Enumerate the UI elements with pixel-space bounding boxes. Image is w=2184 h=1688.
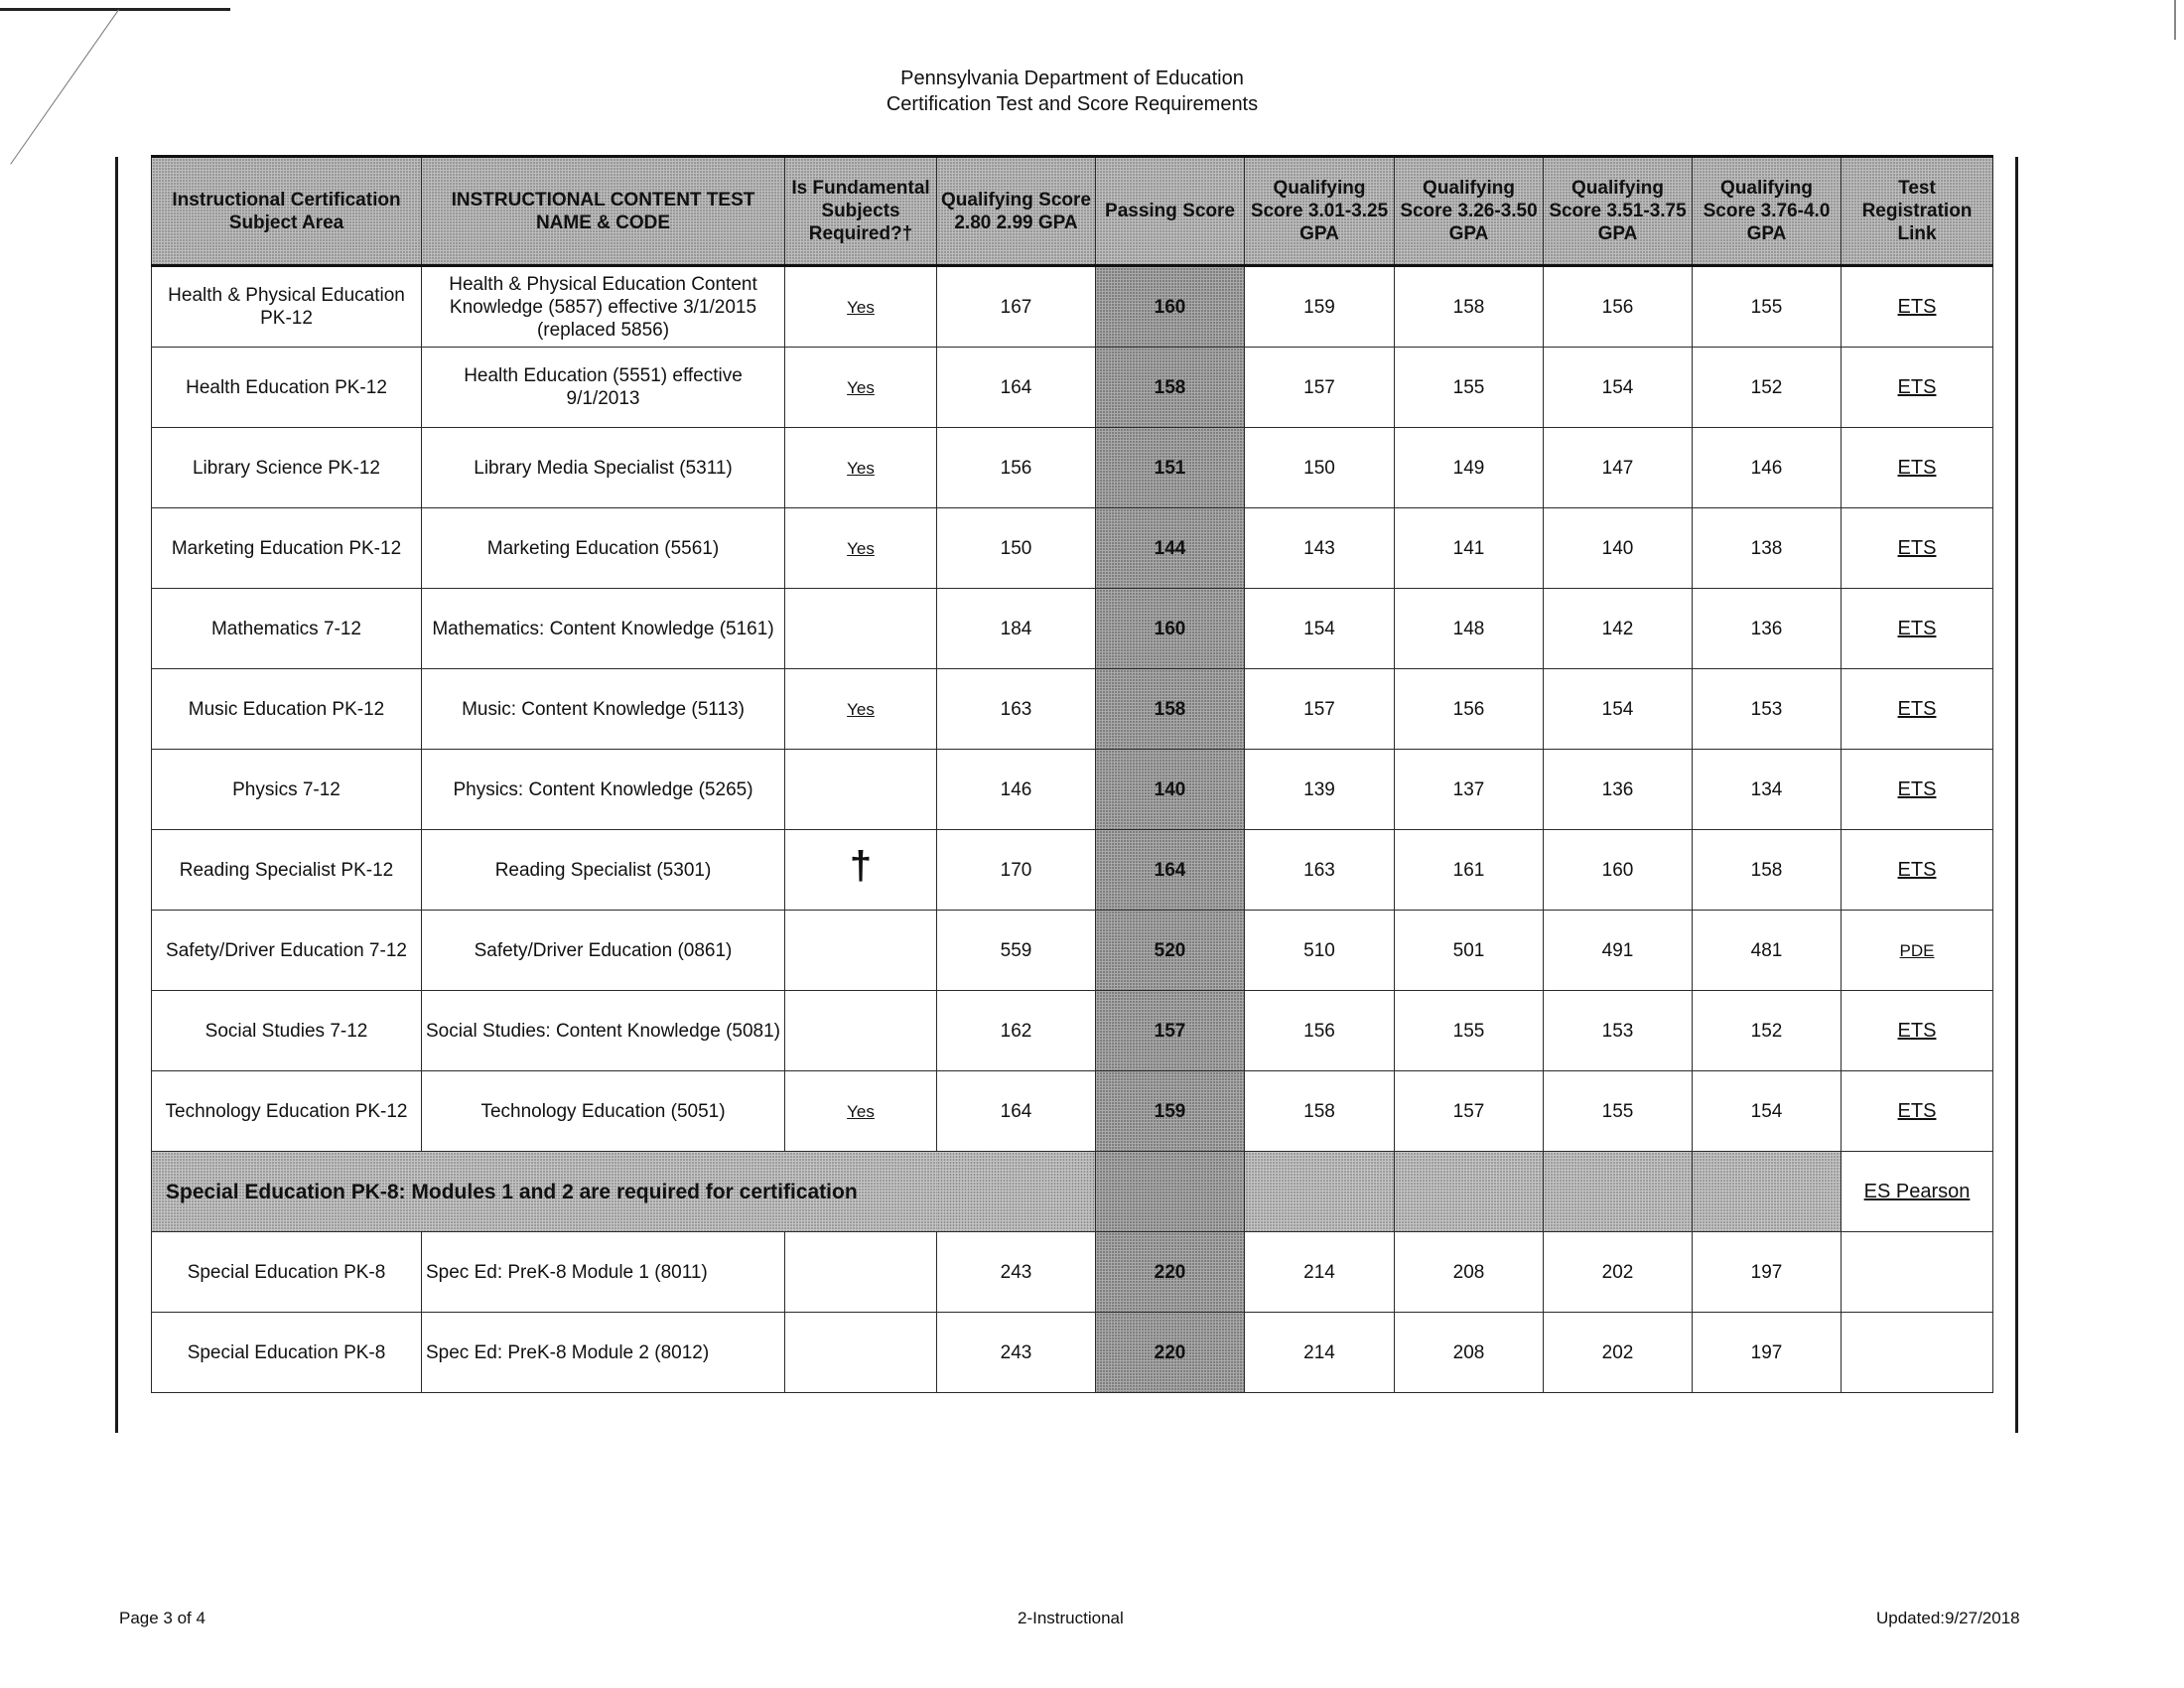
registration-link-cell <box>1842 1232 1993 1313</box>
subject-area-cell: Health & Physical Education PK-12 <box>152 266 422 348</box>
test-name-cell: Mathematics: Content Knowledge (5161) <box>422 589 785 669</box>
qualifying-score-280-cell: 243 <box>937 1313 1096 1393</box>
fundamental-yes: Yes <box>847 1101 875 1121</box>
qualifying-score-351-cell: 154 <box>1544 669 1693 750</box>
subject-area-cell: Library Science PK-12 <box>152 428 422 508</box>
table-header-row <box>152 157 1993 266</box>
qualifying-score-301-cell: 156 <box>1245 991 1395 1071</box>
qualifying-score-326-cell: 141 <box>1395 508 1544 589</box>
qualifying-score-280-cell: 150 <box>937 508 1096 589</box>
test-name-cell: Marketing Education (5561) <box>422 508 785 589</box>
qualifying-score-351-cell: 491 <box>1544 911 1693 991</box>
table-row <box>152 991 1993 1071</box>
section-label: Special Education PK-8: Modules 1 and 2 are required for certification <box>152 1152 937 1232</box>
table-row <box>152 669 1993 750</box>
qualifying-score-326-cell: 157 <box>1395 1071 1544 1152</box>
fundamental-yes: Yes <box>847 458 875 478</box>
qualifying-score-280-cell: 184 <box>937 589 1096 669</box>
column-header: Qualifying Score 3.01-3.25 GPA <box>1245 157 1395 266</box>
registration-link-cell <box>1842 348 1993 428</box>
fundamental-cell <box>785 911 937 991</box>
table-row <box>152 266 1993 348</box>
fundamental-cell <box>785 1071 937 1152</box>
qualifying-score-376-cell: 153 <box>1693 669 1842 750</box>
qualifying-score-280-cell: 167 <box>937 266 1096 348</box>
qualifying-score-280-cell: 170 <box>937 830 1096 911</box>
fundamental-cell <box>785 508 937 589</box>
test-name-cell: Library Media Specialist (5311) <box>422 428 785 508</box>
section-blank-cell <box>937 1152 1096 1232</box>
passing-score-cell: 159 <box>1096 1071 1245 1152</box>
registration-link-cell <box>1842 508 1993 589</box>
qualifying-score-326-cell: 149 <box>1395 428 1544 508</box>
section-name: 2-Instructional <box>1018 1609 1124 1627</box>
qualifying-score-326-cell: 137 <box>1395 750 1544 830</box>
passing-score-cell: 144 <box>1096 508 1245 589</box>
qualifying-score-351-cell: 202 <box>1544 1313 1693 1393</box>
passing-score-cell: 160 <box>1096 266 1245 348</box>
qualifying-score-326-cell: 155 <box>1395 348 1544 428</box>
registration-link-cell <box>1842 750 1993 830</box>
subject-area-cell: Technology Education PK-12 <box>152 1071 422 1152</box>
qualifying-score-376-cell: 197 <box>1693 1313 1842 1393</box>
fundamental-yes: Yes <box>847 377 875 397</box>
table-row <box>152 589 1993 669</box>
passing-score-cell: 220 <box>1096 1232 1245 1313</box>
qualifying-score-376-cell: 138 <box>1693 508 1842 589</box>
subject-area-cell: Physics 7-12 <box>152 750 422 830</box>
qualifying-score-301-cell: 158 <box>1245 1071 1395 1152</box>
passing-score-cell: 158 <box>1096 669 1245 750</box>
qualifying-score-301-cell: 157 <box>1245 669 1395 750</box>
qualifying-score-301-cell: 154 <box>1245 589 1395 669</box>
qualifying-score-376-cell: 155 <box>1693 266 1842 348</box>
table-row <box>152 348 1993 428</box>
registration-link[interactable]: ETS <box>1897 617 1937 639</box>
subject-area-cell: Safety/Driver Education 7-12 <box>152 911 422 991</box>
fundamental-cell <box>785 750 937 830</box>
qualifying-score-326-cell: 161 <box>1395 830 1544 911</box>
page-border-right <box>2015 157 2018 1433</box>
test-name-cell: Reading Specialist (5301) <box>422 830 785 911</box>
fundamental-cell <box>785 589 937 669</box>
test-name-cell: Physics: Content Knowledge (5265) <box>422 750 785 830</box>
test-name-cell: Social Studies: Content Knowledge (5081) <box>422 991 785 1071</box>
page-border-left <box>115 157 118 1433</box>
table-row <box>152 830 1993 911</box>
qualifying-score-326-cell: 155 <box>1395 991 1544 1071</box>
qualifying-score-351-cell: 160 <box>1544 830 1693 911</box>
table-row <box>152 1313 1993 1393</box>
qualifying-score-326-cell: 208 <box>1395 1313 1544 1393</box>
qualifying-score-301-cell: 143 <box>1245 508 1395 589</box>
section-blank-cell <box>1395 1152 1544 1232</box>
qualifying-score-351-cell: 140 <box>1544 508 1693 589</box>
qualifying-score-280-cell: 162 <box>937 991 1096 1071</box>
document-title: Certification Test and Score Requirements <box>886 93 1259 115</box>
registration-link-cell <box>1842 669 1993 750</box>
qualifying-score-280-cell: 164 <box>937 348 1096 428</box>
qualifying-score-280-cell: 146 <box>937 750 1096 830</box>
qualifying-score-376-cell: 134 <box>1693 750 1842 830</box>
column-header: Qualifying Score 3.26-3.50 GPA <box>1395 157 1544 266</box>
subject-area-cell: Special Education PK-8 <box>152 1232 422 1313</box>
fundamental-cell <box>785 348 937 428</box>
test-name-cell: Spec Ed: PreK-8 Module 2 (8012) <box>422 1313 785 1393</box>
fundamental-cell <box>785 1232 937 1313</box>
qualifying-score-280-cell: 164 <box>937 1071 1096 1152</box>
qualifying-score-351-cell: 156 <box>1544 266 1693 348</box>
test-name-cell: Health & Physical Education Content Knowledge (5857) effective 3/1/2015 (replaced 5856) <box>422 266 785 348</box>
dagger-mark: † <box>849 844 873 888</box>
subject-area-cell: Social Studies 7-12 <box>152 991 422 1071</box>
qualifying-score-376-cell: 136 <box>1693 589 1842 669</box>
registration-link[interactable]: ES Pearson <box>1863 1180 1971 1202</box>
passing-score-cell: 520 <box>1096 911 1245 991</box>
qualifying-score-351-cell: 154 <box>1544 348 1693 428</box>
qualifying-score-280-cell: 156 <box>937 428 1096 508</box>
qualifying-score-376-cell: 152 <box>1693 991 1842 1071</box>
column-header: Instructional Certification Subject Area <box>152 157 422 266</box>
fundamental-cell <box>785 428 937 508</box>
registration-link-cell <box>1842 830 1993 911</box>
section-blank-cell <box>1096 1152 1245 1232</box>
registration-link[interactable]: ETS <box>1897 858 1937 881</box>
table-row <box>152 750 1993 830</box>
registration-link[interactable]: ETS <box>1897 536 1937 559</box>
registration-link[interactable]: ETS <box>1897 1099 1937 1122</box>
fundamental-cell <box>785 1313 937 1393</box>
qualifying-score-326-cell: 148 <box>1395 589 1544 669</box>
test-name-cell: Spec Ed: PreK-8 Module 1 (8011) <box>422 1232 785 1313</box>
department-title: Pennsylvania Department of Education <box>900 68 1244 89</box>
qualifying-score-301-cell: 510 <box>1245 911 1395 991</box>
qualifying-score-280-cell: 559 <box>937 911 1096 991</box>
test-name-cell: Technology Education (5051) <box>422 1071 785 1152</box>
scan-edge-right <box>2174 0 2176 40</box>
column-header: INSTRUCTIONAL CONTENT TEST NAME & CODE <box>422 157 785 266</box>
registration-link-cell <box>1842 1071 1993 1152</box>
fundamental-cell <box>785 830 937 911</box>
qualifying-score-376-cell: 158 <box>1693 830 1842 911</box>
section-blank-cell <box>1693 1152 1842 1232</box>
qualifying-score-301-cell: 157 <box>1245 348 1395 428</box>
table-row <box>152 1071 1993 1152</box>
qualifying-score-351-cell: 153 <box>1544 991 1693 1071</box>
fundamental-yes: Yes <box>847 297 875 317</box>
qualifying-score-376-cell: 152 <box>1693 348 1842 428</box>
registration-link[interactable]: ETS <box>1897 697 1937 720</box>
qualifying-score-301-cell: 139 <box>1245 750 1395 830</box>
registration-link-cell <box>1842 911 1993 991</box>
registration-link[interactable]: ETS <box>1897 456 1937 479</box>
subject-area-cell: Music Education PK-12 <box>152 669 422 750</box>
test-name-cell: Music: Content Knowledge (5113) <box>422 669 785 750</box>
qualifying-score-351-cell: 155 <box>1544 1071 1693 1152</box>
registration-link-cell <box>1842 589 1993 669</box>
fundamental-cell <box>785 669 937 750</box>
registration-link[interactable]: PDE <box>1899 940 1935 960</box>
registration-link-cell <box>1842 428 1993 508</box>
table-row <box>152 428 1993 508</box>
passing-score-cell: 140 <box>1096 750 1245 830</box>
qualifying-score-351-cell: 142 <box>1544 589 1693 669</box>
qualifying-score-280-cell: 163 <box>937 669 1096 750</box>
section-blank-cell <box>1544 1152 1693 1232</box>
qualifying-score-280-cell: 243 <box>937 1232 1096 1313</box>
page-number: Page 3 of 4 <box>119 1609 205 1627</box>
column-header: Qualifying Score 3.51-3.75 GPA <box>1544 157 1693 266</box>
passing-score-cell: 151 <box>1096 428 1245 508</box>
qualifying-score-351-cell: 136 <box>1544 750 1693 830</box>
qualifying-score-376-cell: 154 <box>1693 1071 1842 1152</box>
qualifying-score-326-cell: 156 <box>1395 669 1544 750</box>
qualifying-score-301-cell: 159 <box>1245 266 1395 348</box>
section-blank-cell <box>1245 1152 1395 1232</box>
qualifying-score-351-cell: 147 <box>1544 428 1693 508</box>
document-header <box>0 66 2144 117</box>
registration-link[interactable]: ETS <box>1897 295 1937 318</box>
passing-score-cell: 164 <box>1096 830 1245 911</box>
passing-score-cell: 220 <box>1096 1313 1245 1393</box>
passing-score-cell: 158 <box>1096 348 1245 428</box>
column-header: Is Fundamental Subjects Required?† <box>785 157 937 266</box>
registration-link[interactable]: ETS <box>1897 1019 1937 1042</box>
subject-area-cell: Reading Specialist PK-12 <box>152 830 422 911</box>
fundamental-yes: Yes <box>847 538 875 558</box>
subject-area-cell: Marketing Education PK-12 <box>152 508 422 589</box>
test-name-cell: Safety/Driver Education (0861) <box>422 911 785 991</box>
qualifying-score-301-cell: 214 <box>1245 1232 1395 1313</box>
passing-score-cell: 157 <box>1096 991 1245 1071</box>
qualifying-score-326-cell: 501 <box>1395 911 1544 991</box>
fundamental-cell <box>785 991 937 1071</box>
qualifying-score-351-cell: 202 <box>1544 1232 1693 1313</box>
qualifying-score-376-cell: 146 <box>1693 428 1842 508</box>
qualifying-score-301-cell: 214 <box>1245 1313 1395 1393</box>
table-row <box>152 1232 1993 1313</box>
fundamental-cell <box>785 266 937 348</box>
registration-link-cell <box>1842 266 1993 348</box>
column-header: Test Registration Link <box>1842 157 1993 266</box>
qualifying-score-301-cell: 163 <box>1245 830 1395 911</box>
table-row <box>152 508 1993 589</box>
subject-area-cell: Special Education PK-8 <box>152 1313 422 1393</box>
registration-link[interactable]: ETS <box>1897 375 1937 398</box>
section-header-row <box>152 1152 1993 1232</box>
updated-date: Updated:9/27/2018 <box>1876 1609 2020 1627</box>
column-header: Qualifying Score 3.76-4.0 GPA <box>1693 157 1842 266</box>
registration-link[interactable]: ETS <box>1897 777 1937 800</box>
column-header: Qualifying Score 2.80 2.99 GPA <box>937 157 1096 266</box>
qualifying-score-301-cell: 150 <box>1245 428 1395 508</box>
test-name-cell: Health Education (5551) effective 9/1/2013 <box>422 348 785 428</box>
subject-area-cell: Health Education PK-12 <box>152 348 422 428</box>
fundamental-yes: Yes <box>847 699 875 719</box>
certification-requirements-table <box>151 155 1993 1393</box>
registration-link-cell <box>1842 1152 1993 1232</box>
column-header: Passing Score <box>1096 157 1245 266</box>
scan-edge-mark <box>0 8 230 11</box>
table-row <box>152 911 1993 991</box>
registration-link-cell <box>1842 991 1993 1071</box>
qualifying-score-326-cell: 158 <box>1395 266 1544 348</box>
qualifying-score-376-cell: 481 <box>1693 911 1842 991</box>
registration-link-cell <box>1842 1313 1993 1393</box>
qualifying-score-326-cell: 208 <box>1395 1232 1544 1313</box>
qualifying-score-376-cell: 197 <box>1693 1232 1842 1313</box>
subject-area-cell: Mathematics 7-12 <box>152 589 422 669</box>
passing-score-cell: 160 <box>1096 589 1245 669</box>
